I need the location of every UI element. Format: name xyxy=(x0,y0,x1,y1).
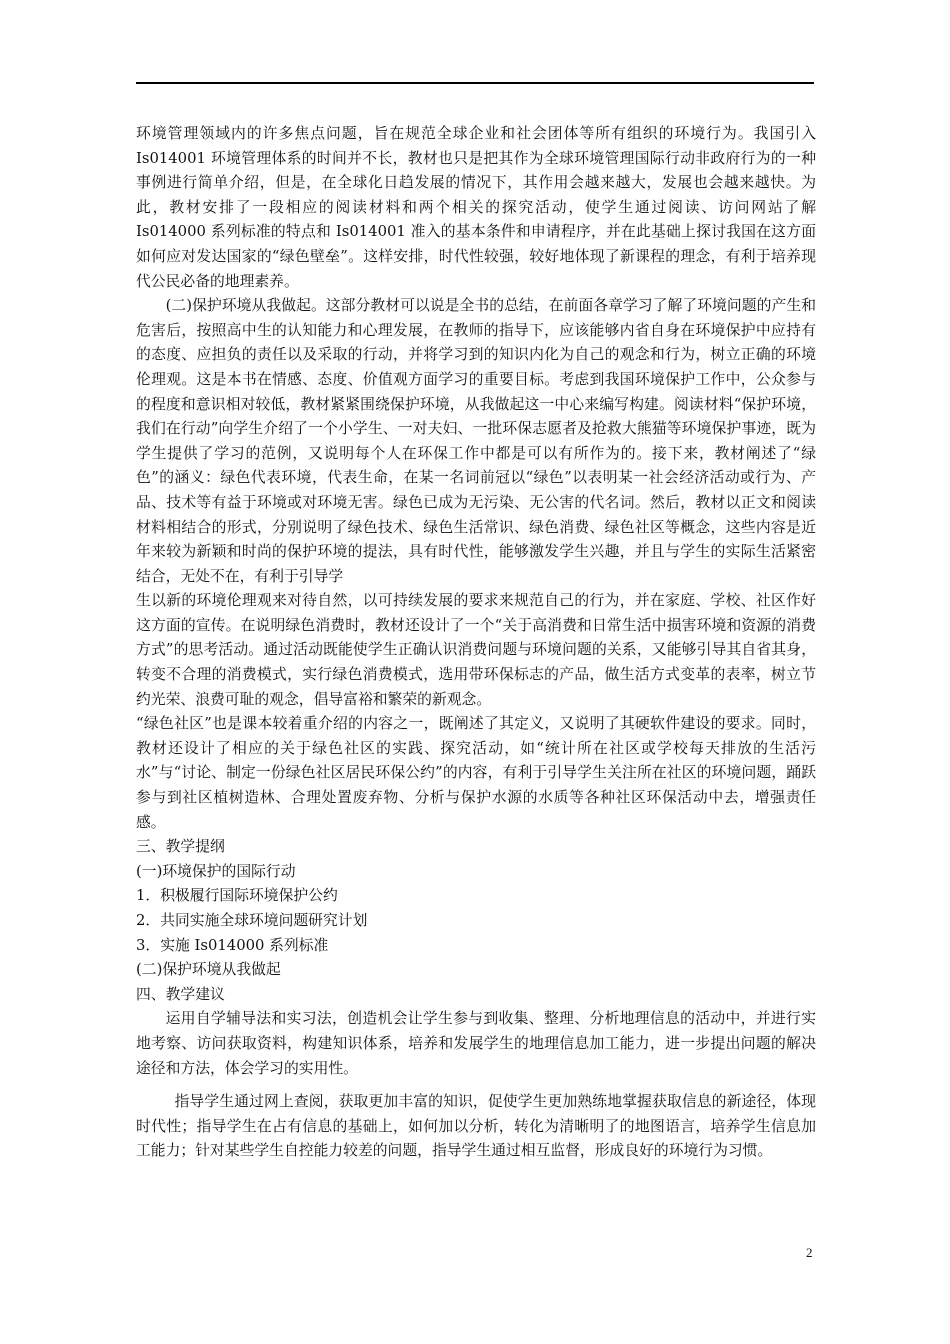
header-rule xyxy=(136,82,814,84)
page-body xyxy=(136,122,816,1164)
outline-item: (二)保护环境从我做起 xyxy=(136,961,281,979)
paragraph-iso14000: 环境管理领域内的许多焦点问题，旨在规范全球企业和社会团体等所有组织的环境行为。我国引入 Is014001 环境管理体系的时间并不长，教材也只是把其作为全球环境管理国际行动非政府行为的一种事例进行简单介绍，但是，在全球化日趋发展的情况下，其作用会越来越大，发展也会越来越快。为此，教材安排了一段相应的阅读材料和两个相关的探究活动，使学生通过阅读、访问网站了解 Is014000 系列标准的特点和 Is014001 准入的基本条件和申请程序，并在此基础上探讨我国在这方面如何应对发达国家的“绿色壁垒”。这样安排，时代性较强，较好地体现了新课程的理念，有利于培养现代公民必备的地理素养。 xyxy=(136,125,816,290)
suggestion-paragraph: 指导学生通过网上查阅，获取更加丰富的知识，促使学生更加熟练地掌握获取信息的新途径，体现时代性；指导学生在占有信息的基础上，如何加以分析，转化为清晰明了的地图语言，培养学生信息加工能力；针对某些学生自控能力较差的问题，指导学生通过相互监督，形成良好的环境行为习惯。 xyxy=(136,1093,816,1160)
outline-item: 2．共同实施全球环境问题研究计划 xyxy=(136,912,368,929)
outline-item: 3．实施 Is014000 系列标准 xyxy=(136,936,329,954)
outline-item: (一)环境保护的国际行动 xyxy=(136,862,296,880)
paragraph-green-consumption: 生以新的环境伦理观来对待自然，以可持续发展的要求来规范自己的行为，并在家庭、学校、社区作好这方面的宣传。在说明绿色消费时，教材还设计了一个“关于高消费和日常生活中损害环境和资源的消费方式”的思考活动。通过活动既能使学生正确认识消费问题与环境问题的关系，又能够引导其自省其身，转变不合理的消费模式，实行绿色消费模式，选用带环保标志的产品，做生活方式变革的表率，树立节约光荣、浪费可耻的观念，倡导富裕和繁荣的新观念。 xyxy=(136,592,816,708)
page-number: 2 xyxy=(806,1245,813,1260)
section-heading-outline: 三、教学提纲 xyxy=(136,838,225,856)
section-heading-suggestions: 四、教学建议 xyxy=(136,985,225,1003)
suggestion-paragraph: 运用自学辅导法和实习法，创造机会让学生参与到收集、整理、分析地理信息的活动中，并进行实地考察、访问获取资料，构建知识体系，培养和发展学生的地理信息加工能力，进一步提出问题的解决途径和方法，体会学习的实用性。 xyxy=(136,1010,816,1077)
outline-item: 1．积极履行国际环境保护公约 xyxy=(136,887,338,905)
paragraph-green-community: “绿色社区”也是课本较着重介绍的内容之一，既阐述了其定义，又说明了其硬软件建设的要求。同时，教材还设计了相应的关于绿色社区的实践、探究活动，如“统计所在社区或学校每天排放的生活污水”与“讨论、制定一份绿色社区居民环保公约”的内容，有利于引导学生关注所在社区的环境问题，踊跃参与到社区植树造林、合理处置废弃物、分析与保护水源的水质等各种社区环保活动中去，增强责任感。 xyxy=(136,715,816,831)
paragraph-protect-environment: (二)保护环境从我做起。这部分教材可以说是全书的总结，在前面各章学习了解了环境问题的产生和危害后，按照高中生的认知能力和心理发展，在教师的指导下，应该能够内省自身在环境保护中应持有的态度、应担负的责任以及采取的行动，并将学习到的知识内化为自己的观念和行为，树立正确的环境伦理观。这是本书在情感、态度、价值观方面学习的重要目标。考虑到我国环境保护工作中，公众参与的程度和意识相对较低，教材紧紧围绕保护环境，从我做起这一中心来编写构建。阅读材料“保护环境，我们在行动”向学生介绍了一个小学生、一对夫妇、一批环保志愿者及抢救大熊猫等环境保护事迹，既为学生提供了学习的范例，又说明每个人在环保工作中都是可以有所作为的。接下来，教材阐述了“绿色”的涵义：绿色代表环境，代表生命，在某一名词前冠以“绿色”以表明某一社会经济活动或行为、产品、技术等有益于环境或对环境无害。绿色已成为无污染、无公害的代名词。然后，教材以正文和阅读材料相结合的形式，分别说明了绿色技术、绿色生活常识、绿色消费、绿色社区等概念，这些内容是近年来较为新颖和时尚的保护环境的提法，具有时代性，能够激发学生兴趣，并且与学生的实际生活紧密结合，无处不在，有利于引导学 xyxy=(136,297,816,585)
